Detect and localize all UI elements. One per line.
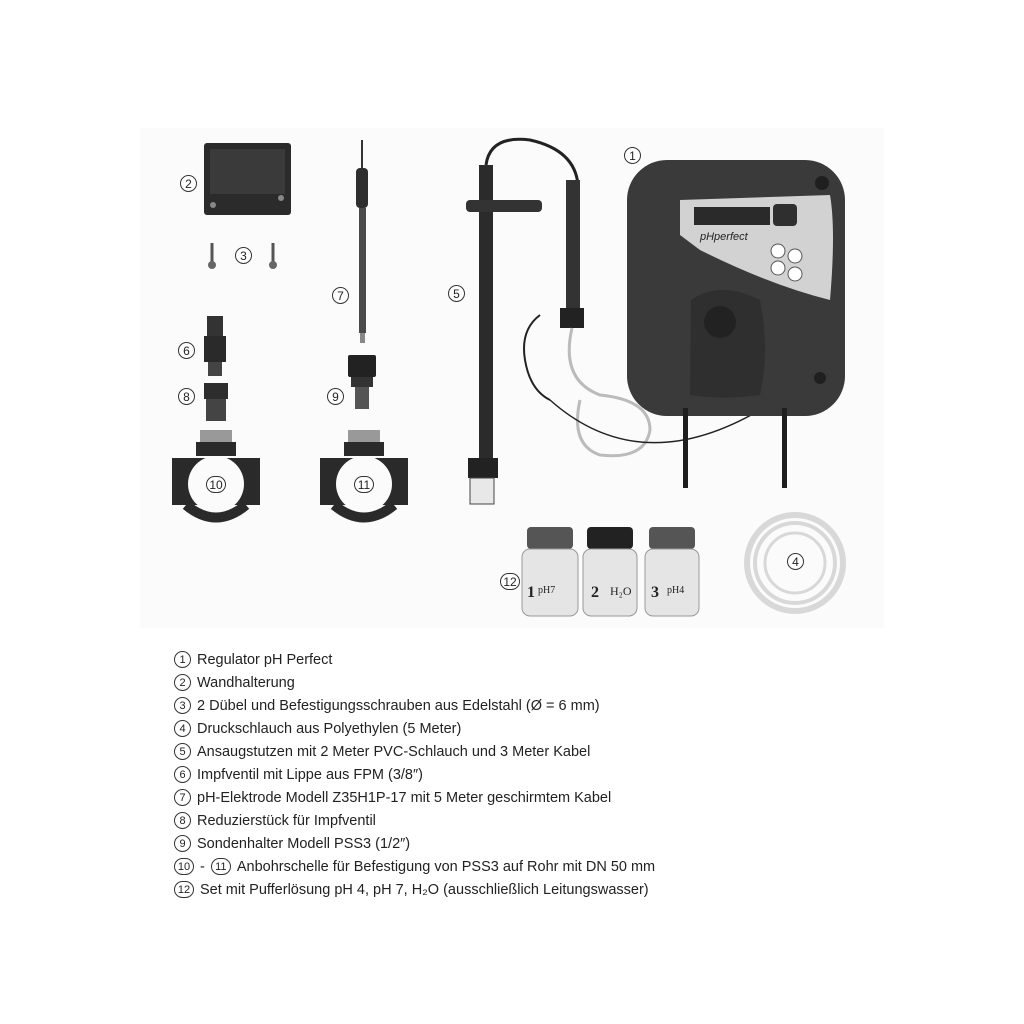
legend-text: Ansaugstutzen mit 2 Meter PVC-Schlauch und 3 Meter Kabel [197,743,591,760]
legend-num: 9 [174,835,191,852]
legend-row-8 [174,809,874,832]
saddle-clamp-10 [172,430,260,518]
legend-dash: - [200,858,205,875]
buffer-bottles [522,527,699,616]
callout-5: 5 [448,285,465,302]
legend-num: 7 [174,789,191,806]
callout-6: 6 [178,342,195,359]
callout-9: 9 [327,388,344,405]
legend-num: 4 [174,720,191,737]
legend-text: 2 Dübel und Befestigungsschrauben aus Edelstahl (Ø = 6 mm) [197,697,600,714]
callout-3: 3 [235,247,252,264]
legend-text: Wandhalterung [197,674,295,691]
callout-2: 2 [180,175,197,192]
callout-1: 1 [624,147,641,164]
injection-valve [204,316,226,376]
legend-text: Impfventil mit Lippe aus FPM (3/8″) [197,766,423,783]
regulator-device [627,160,845,488]
legend-row-12 [174,878,874,901]
legend-text: Reduzierstück für Impfventil [197,812,376,829]
parts-legend [174,648,874,901]
bottle-3-number: 3 [651,584,659,601]
callout-7: 7 [332,287,349,304]
legend-num: 3 [174,697,191,714]
legend-text: Druckschlauch aus Polyethylen (5 Meter) [197,720,462,737]
callout-4: 4 [787,553,804,570]
callout-8: 8 [178,388,195,405]
legend-text: pH-Elektrode Modell Z35H1P-17 mit 5 Meter geschirmtem Kabel [197,789,612,806]
legend-row-1 [174,648,874,671]
legend-num: 2 [174,674,191,691]
bottle-3-label: pH4 [667,585,685,596]
callout-12: 12 [500,573,520,590]
legend-row-10-11 [174,855,874,878]
legend-text: Anbohrschelle für Befestigung von PSS3 auf Rohr mit DN 50 mm [236,858,656,875]
legend-text: Set mit Pufferlösung pH 4, pH 7, H₂O (ausschließlich Leitungswasser) [200,881,649,898]
bottle-1-number: 1 [527,584,535,601]
legend-row-9 [174,832,874,855]
legend-num: 1 [174,651,191,668]
legend-num: 5 [174,743,191,760]
legend-num: 12 [174,881,194,898]
wall-bracket [204,143,291,215]
legend-num: 8 [174,812,191,829]
bottle-2-number: 2 [591,584,599,601]
legend-text: Sondenhalter Modell PSS3 (1/2″) [197,835,411,852]
bottle-1-label: pH7 [538,585,556,596]
device-brand: pHperfect [700,231,748,243]
bottle-2-label: H₂O [610,584,632,598]
legend-num: 10 [174,858,194,875]
saddle-clamp-11 [320,430,408,518]
legend-row-3 [174,694,874,717]
legend-num-2: 11 [211,858,231,875]
probe-holder [348,355,376,409]
reducer [204,383,228,421]
ph-electrode [356,140,368,343]
callout-10: 10 [206,476,226,493]
legend-row-7 [174,786,874,809]
callout-11: 11 [354,476,374,493]
legend-row-6 [174,763,874,786]
legend-row-5 [174,740,874,763]
legend-row-2 [174,671,874,694]
legend-num: 6 [174,766,191,783]
legend-row-4 [174,717,874,740]
legend-text: Regulator pH Perfect [197,651,333,668]
